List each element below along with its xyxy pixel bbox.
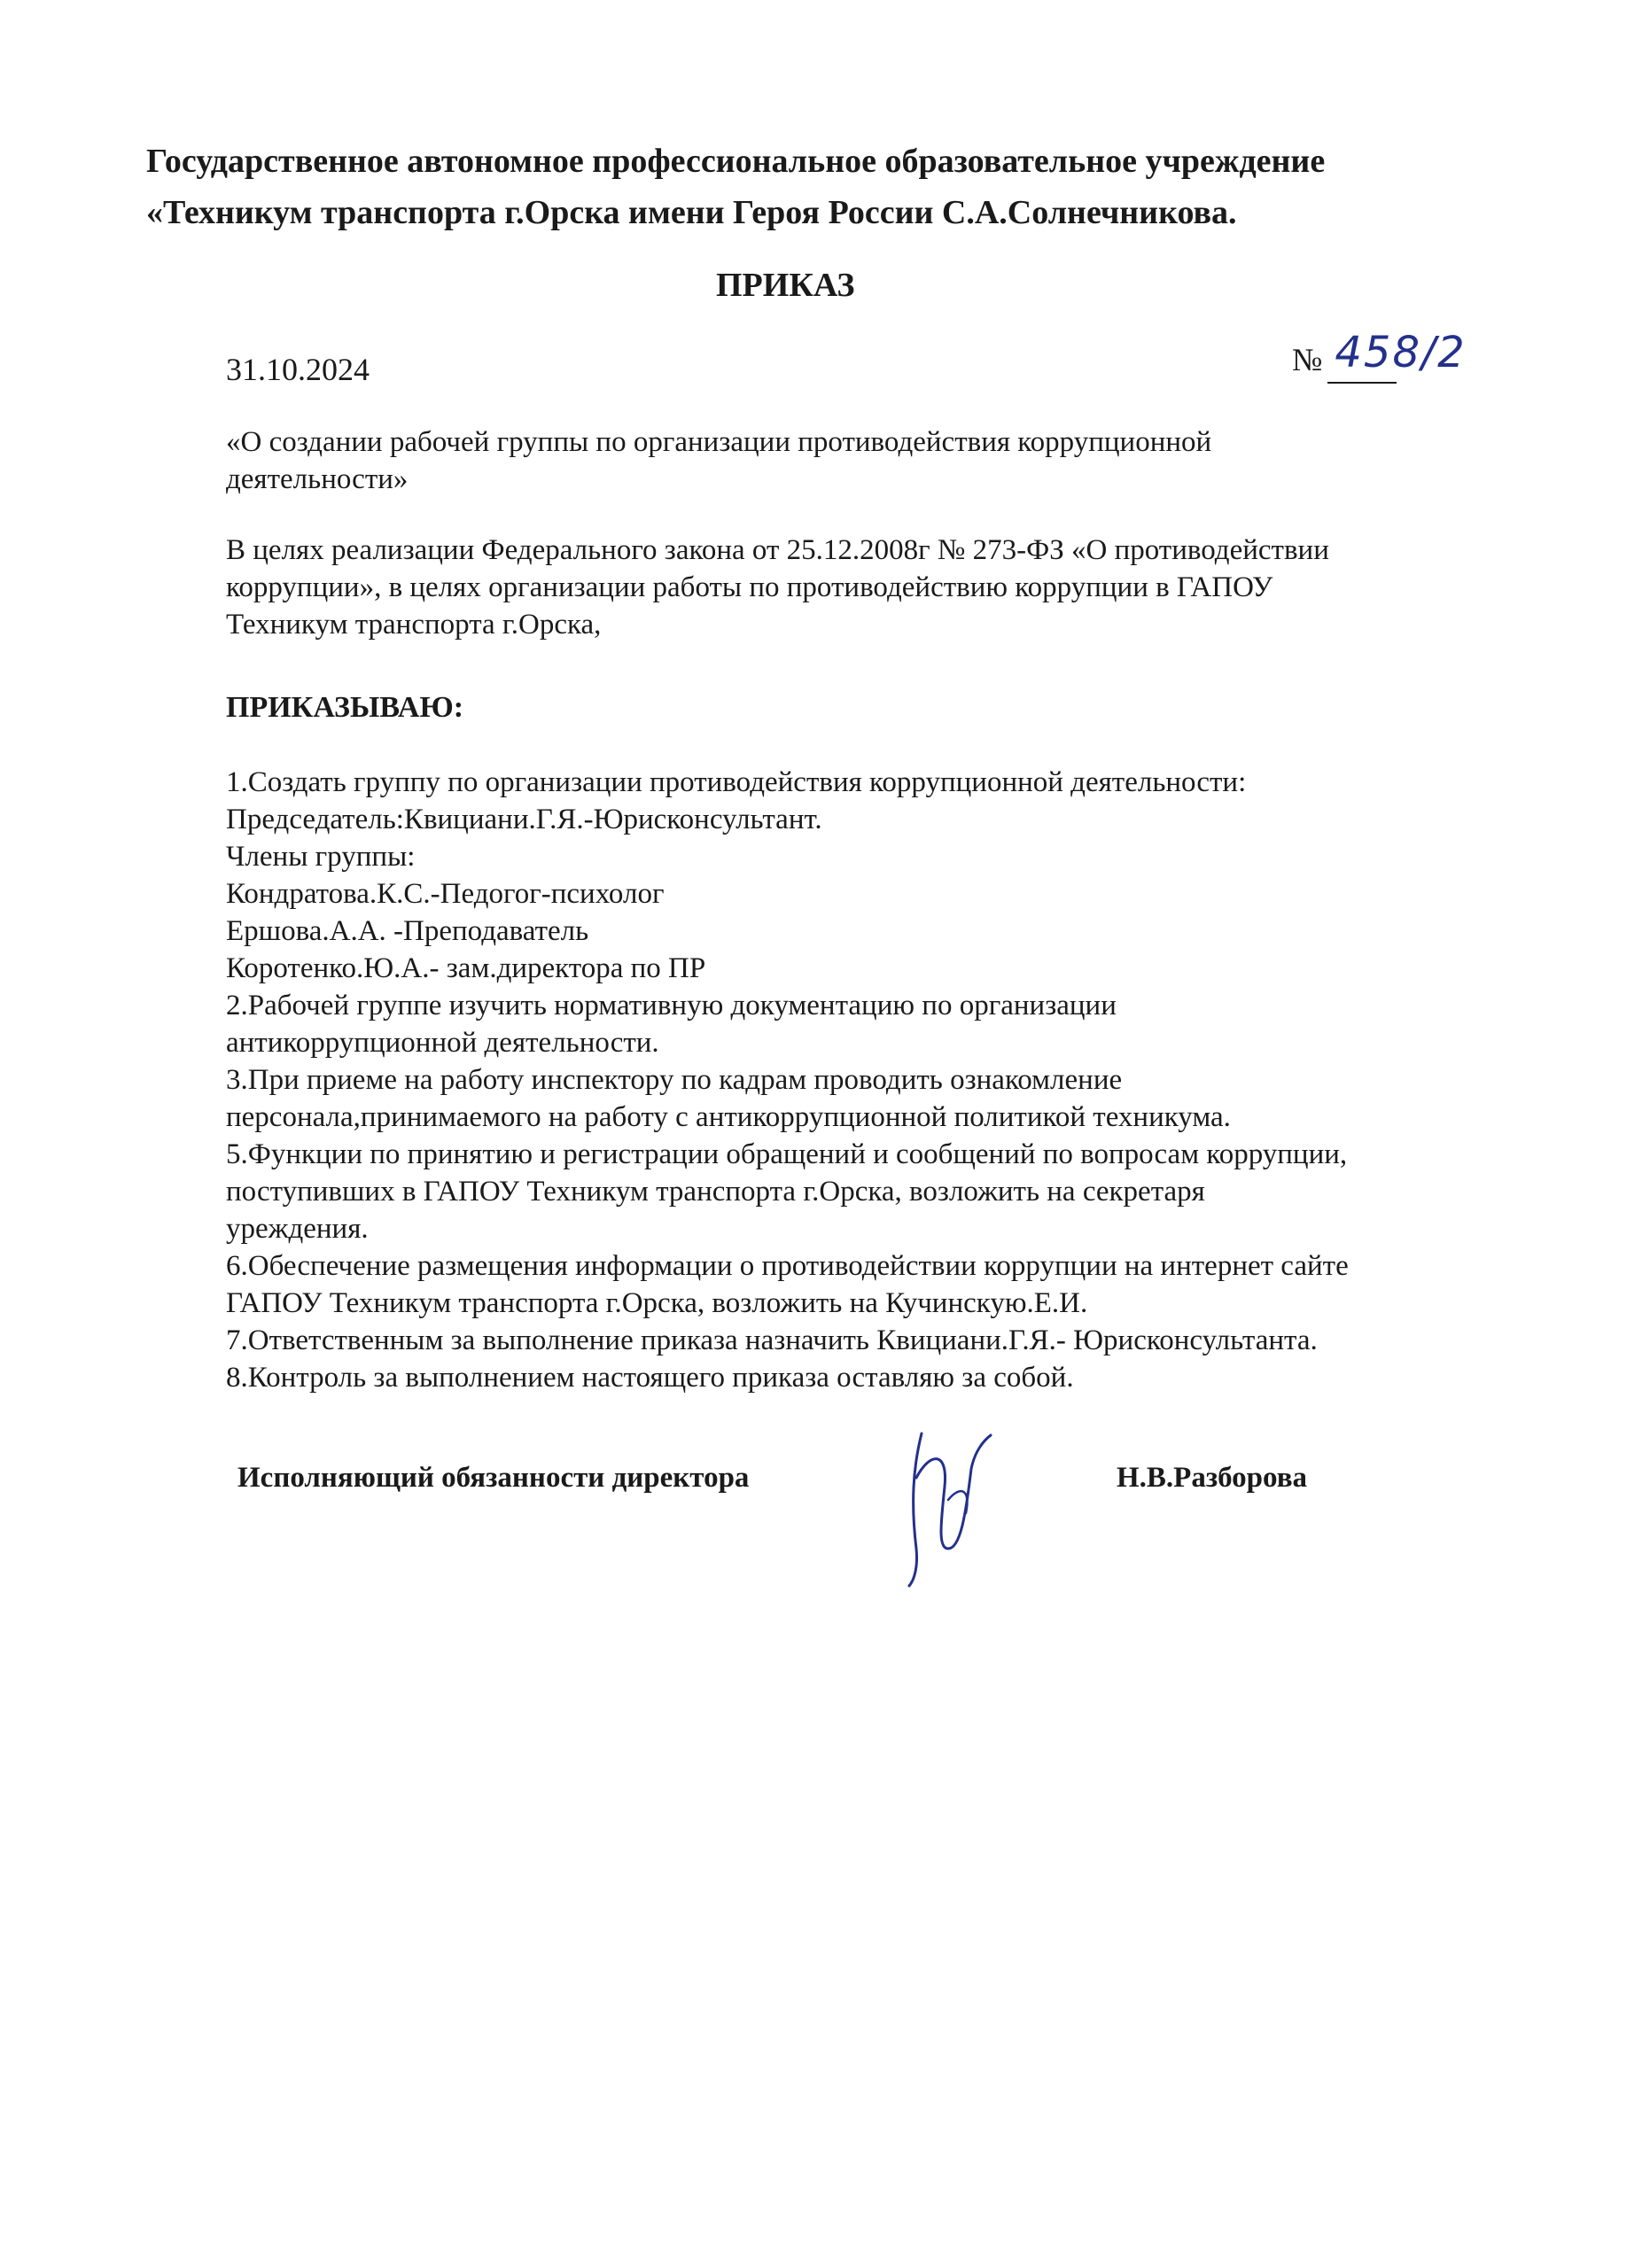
preamble-line: В целях реализации Федерального закона от 25.12.2008г № 273-ФЗ «О противодействии bbox=[226, 534, 1329, 566]
item-line: 7.Ответственным за выполнение приказа назначить Квициани.Г.Я.- Юрисконсультанта. bbox=[226, 1324, 1318, 1356]
signatory-title: Исполняющий обязанности директора bbox=[237, 1462, 750, 1494]
item-line: персонала,принимаемого на работу с антикоррупционной политикой техникума. bbox=[226, 1101, 1231, 1133]
order-number bbox=[1292, 328, 1517, 386]
preamble-line: коррупции», в целях организации работы по противодействию коррупции в ГАПОУ bbox=[226, 571, 1273, 603]
order-subject bbox=[226, 423, 1211, 498]
item-line: ГАПОУ Техникум транспорта г.Орска, возложить на Кучинскую.Е.И. bbox=[226, 1287, 1088, 1319]
signatory-name: Н.В.Разборова bbox=[1117, 1462, 1308, 1494]
order-verb: ПРИКАЗЫВАЮ: bbox=[226, 691, 464, 724]
item-line: Ершова.А.А. -Преподаватель bbox=[226, 915, 589, 947]
order-preamble bbox=[226, 532, 1329, 643]
handwritten-number-text: 458/2 bbox=[1335, 328, 1467, 377]
item-line: уреждения. bbox=[226, 1213, 369, 1245]
item-line: Кондратова.К.С.-Педогог-психолог bbox=[226, 878, 665, 910]
subject-line: «О создании рабочей группы по организации противодействия коррупционной bbox=[226, 426, 1212, 458]
handwritten-signature bbox=[886, 1416, 1010, 1593]
order-date: 31.10.2024 bbox=[226, 352, 370, 387]
item-line: Коротенко.Ю.А.- зам.директора по ПР bbox=[226, 952, 706, 984]
item-line: 6.Обеспечение размещения информации о противодействии коррупции на интернет сайте bbox=[226, 1250, 1349, 1282]
item-line: 1.Создать группу по организации противодействия коррупционной деятельности: bbox=[226, 766, 1247, 798]
order-items bbox=[226, 764, 1349, 1396]
number-sign: № bbox=[1292, 342, 1323, 377]
item-line: поступивших в ГАПОУ Техникум транспорта г.Орска, возложить на секретаря bbox=[226, 1176, 1205, 1208]
item-line: 8.Контроль за выполнением настоящего приказа оставляю за собой. bbox=[226, 1362, 1074, 1394]
preamble-line: Техникум транспорта г.Орска, bbox=[226, 609, 602, 641]
handwritten-order-number bbox=[1322, 328, 1517, 386]
item-line: Члены группы: bbox=[226, 841, 416, 873]
item-line: 2.Рабочей группе изучить нормативную документацию по организации bbox=[226, 990, 1117, 1021]
institution-name-line-1: Государственное автономное профессиональное образовательное учреждение bbox=[146, 143, 1326, 180]
item-line: антикоррупционной деятельности. bbox=[226, 1027, 659, 1059]
item-line: Председатель:Квициани.Г.Я.-Юрисконсультант. bbox=[226, 804, 822, 835]
document-title: ПРИКАЗ bbox=[716, 267, 855, 304]
institution-name-line-2: «Техникум транспорта г.Орска имени Героя России С.А.Солнечникова. bbox=[146, 194, 1237, 231]
subject-line: деятельности» bbox=[226, 463, 409, 495]
item-line: 3.При приеме на работу инспектору по кадрам проводить ознакомление bbox=[226, 1064, 1123, 1096]
item-line: 5.Функции по принятию и регистрации обращений и сообщений по вопросам коррупции, bbox=[226, 1138, 1348, 1170]
